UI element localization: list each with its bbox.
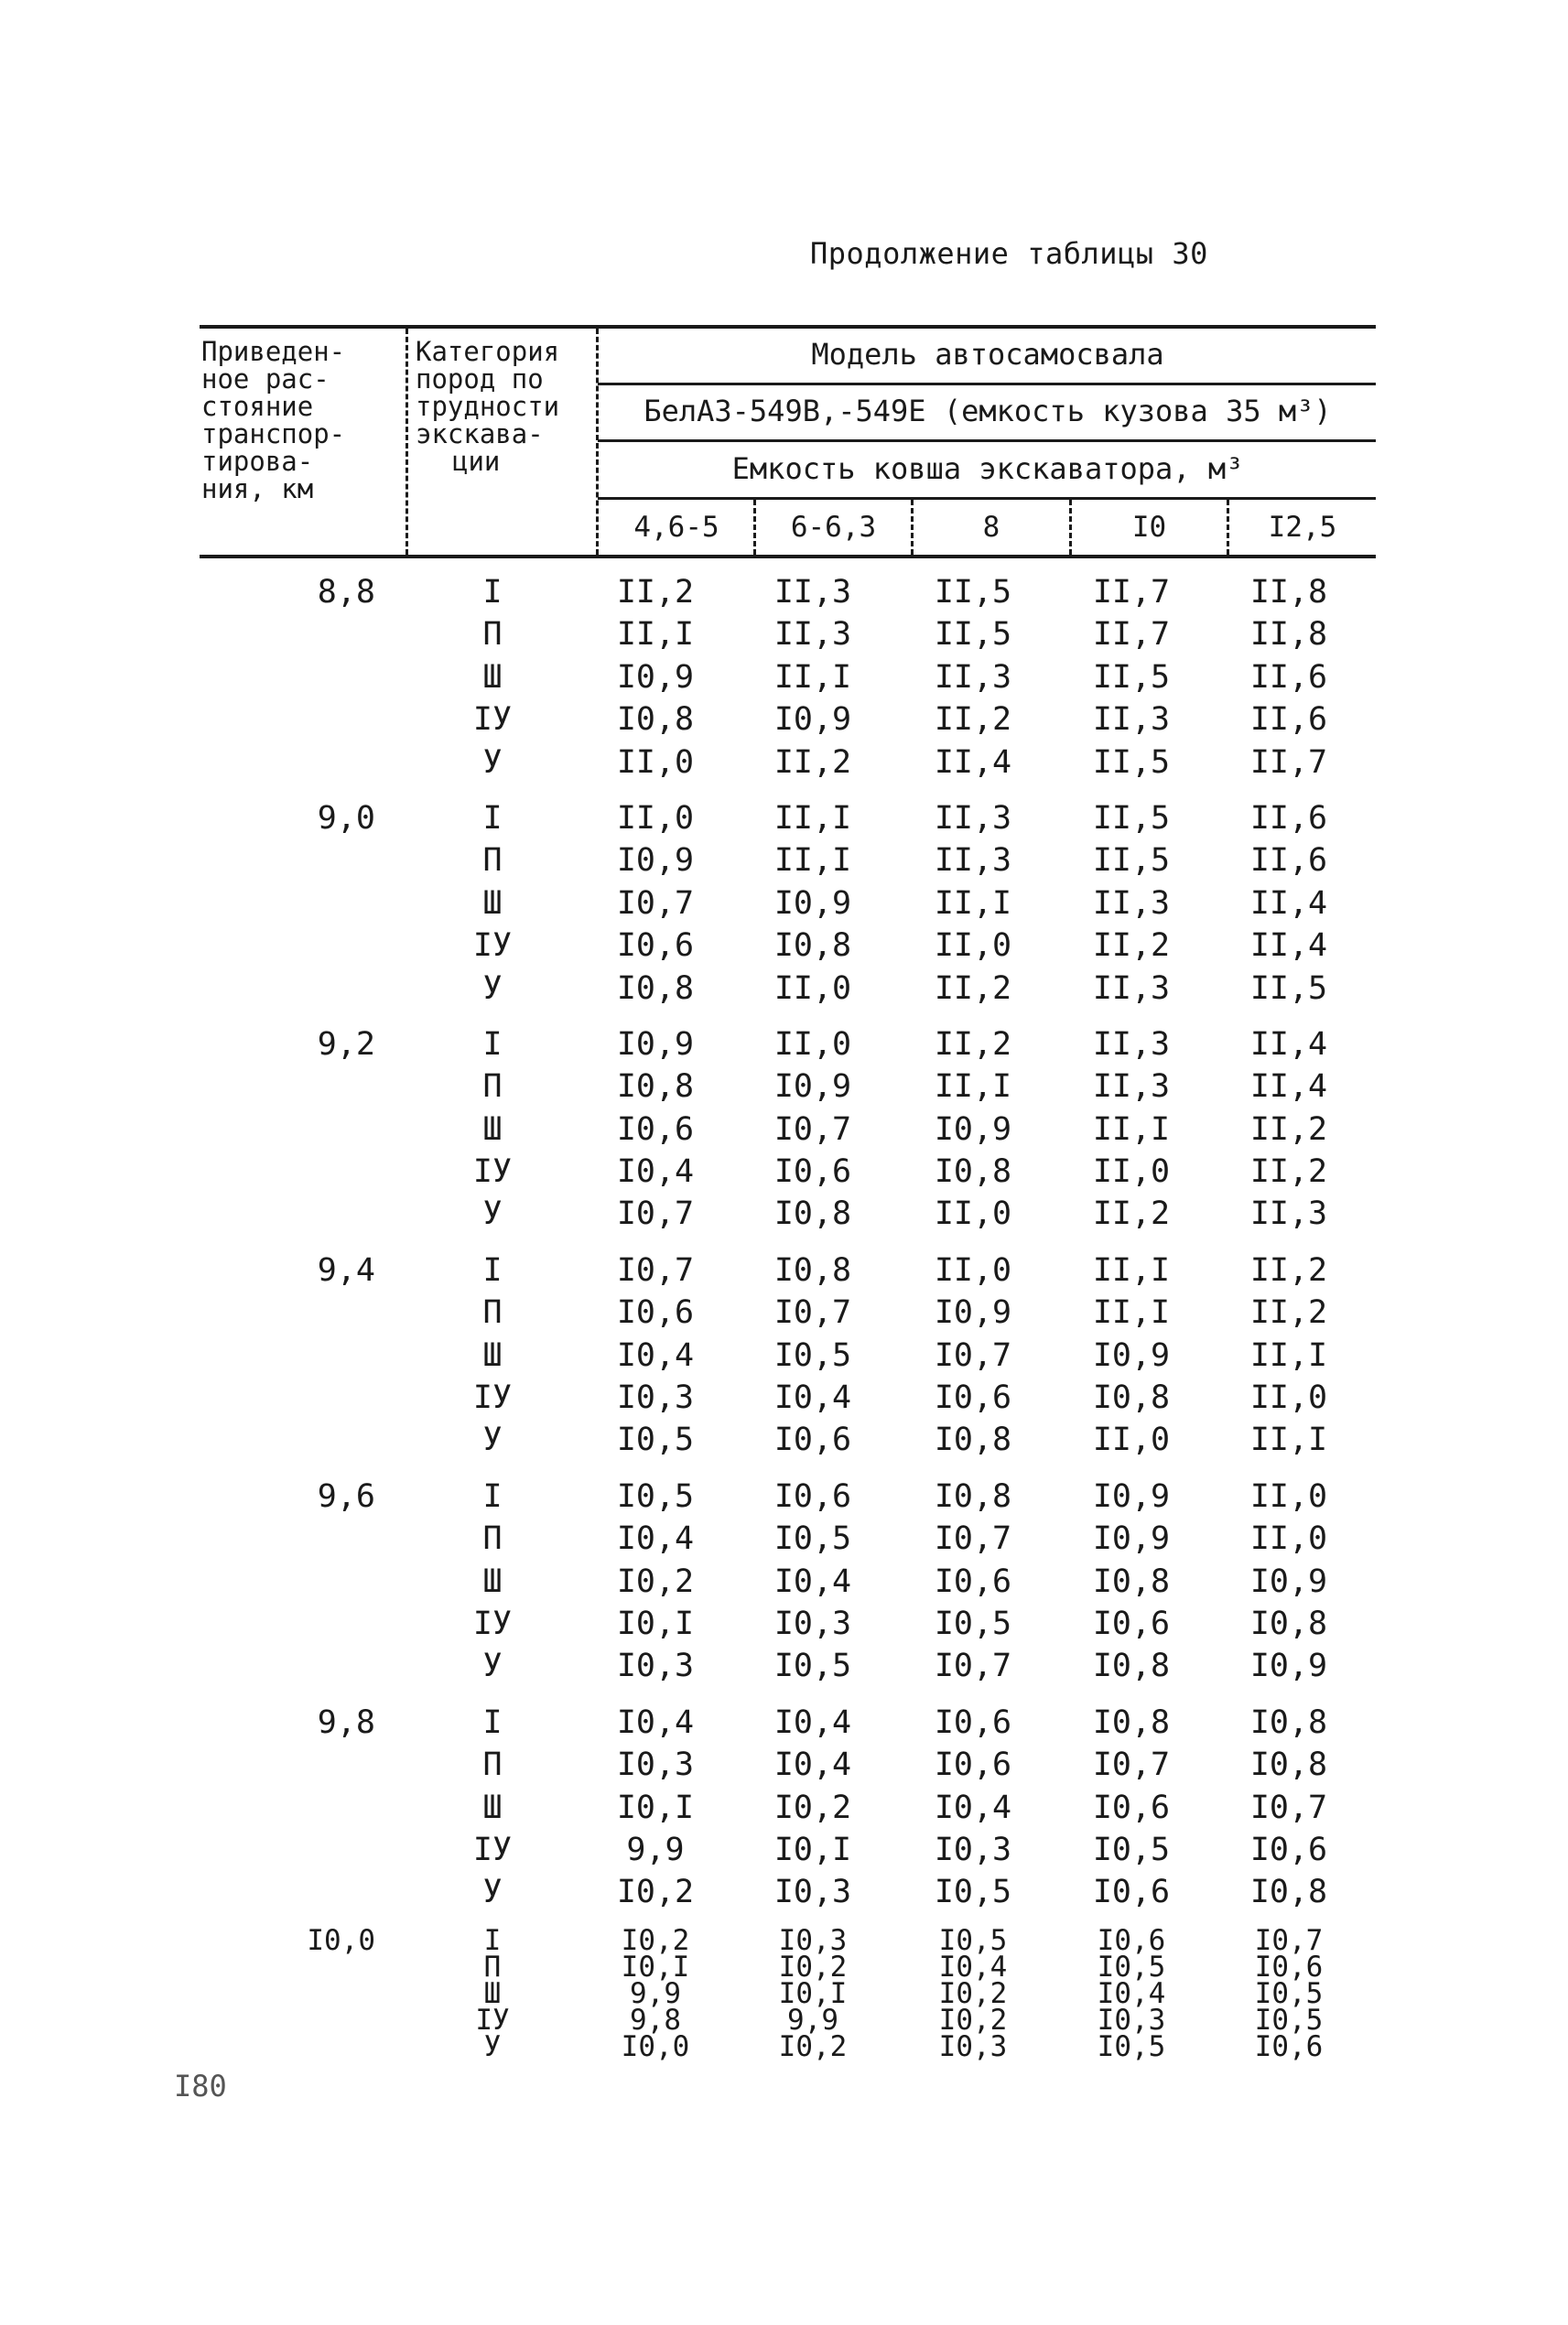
value-cell: I0,4 xyxy=(773,1746,852,1784)
capacity-col-3: 8 xyxy=(982,511,1000,544)
value-cell: I0,7 xyxy=(1092,1746,1171,1784)
category-cell: ІУ xyxy=(472,701,513,739)
value-cell: I0,9 xyxy=(773,701,852,739)
value-cell: II,I xyxy=(773,799,852,837)
value-cell: I0,6 xyxy=(773,1477,852,1515)
category-cell: I xyxy=(482,1703,503,1741)
value-cell: I0,7 xyxy=(1254,1923,1324,1957)
value-cell: I0,I xyxy=(616,1605,695,1642)
value-cell: II,I xyxy=(934,884,1012,922)
value-cell: II,I xyxy=(773,658,852,696)
value-cell: I0,9 xyxy=(1092,1520,1171,1558)
category-cell: П xyxy=(483,1950,502,1984)
value-cell: II,7 xyxy=(1092,574,1171,611)
value-cell: I0,9 xyxy=(616,658,695,696)
table-row xyxy=(200,1377,1376,1419)
category-cell: Ш xyxy=(482,1563,503,1600)
table-row xyxy=(200,925,1376,967)
value-cell: I0,6 xyxy=(934,1746,1012,1784)
value-cell: I0,5 xyxy=(773,1336,852,1374)
table-row xyxy=(200,839,1376,881)
value-cell: I0,4 xyxy=(938,1950,1008,1984)
distance-cell: 9,0 xyxy=(317,799,375,837)
value-cell: I0,5 xyxy=(934,1605,1012,1642)
category-cell: П xyxy=(482,1294,503,1332)
value-cell: II,3 xyxy=(1092,1025,1171,1063)
value-cell: II,5 xyxy=(1092,842,1171,880)
value-cell: I0,8 xyxy=(1092,1379,1171,1417)
category-cell: Ш xyxy=(483,1976,502,2010)
value-cell: I0,6 xyxy=(1092,1874,1171,1911)
value-cell: 9,8 xyxy=(630,2003,681,2037)
value-cell: II,0 xyxy=(934,1251,1012,1289)
value-cell: II,2 xyxy=(934,701,1012,739)
group-spacer xyxy=(200,1236,1376,1249)
value-cell: II,0 xyxy=(934,927,1012,965)
value-cell: II,0 xyxy=(934,1195,1012,1233)
group-spacer xyxy=(200,1462,1376,1476)
value-cell: I0,3 xyxy=(778,1923,848,1957)
table-header xyxy=(200,325,1376,558)
value-cell: I0,9 xyxy=(934,1110,1012,1148)
value-cell: I0,8 xyxy=(1092,1703,1171,1741)
value-cell: I0,4 xyxy=(616,1153,695,1191)
value-cell: I0,6 xyxy=(773,1153,852,1191)
value-cell: I0,6 xyxy=(1097,1923,1166,1957)
value-cell: II,4 xyxy=(1249,1025,1328,1063)
value-cell: II,2 xyxy=(1092,1195,1171,1233)
value-cell: I0,5 xyxy=(1254,1976,1324,2010)
value-cell: I0,9 xyxy=(1249,1648,1328,1685)
value-cell: I0,2 xyxy=(938,2003,1008,2037)
value-cell: I0,6 xyxy=(1254,1950,1324,1984)
value-cell: II,2 xyxy=(934,969,1012,1007)
value-cell: II,8 xyxy=(1249,616,1328,654)
page-title: Продолжение таблицы 30 xyxy=(810,236,1208,271)
value-cell: II,3 xyxy=(773,616,852,654)
capacity-col-4: I0 xyxy=(1131,511,1167,544)
value-cell: I0,7 xyxy=(616,884,695,922)
distance-group xyxy=(200,797,1376,1010)
value-cell: II,0 xyxy=(1092,1422,1171,1459)
value-cell: I0,6 xyxy=(616,927,695,965)
distance-cell: 9,6 xyxy=(317,1477,375,1515)
category-cell: Ш xyxy=(482,1336,503,1374)
value-cell: I0,8 xyxy=(616,969,695,1007)
value-cell: II,I xyxy=(1249,1336,1328,1374)
value-cell: I0,5 xyxy=(934,1874,1012,1911)
value-cell: I0,3 xyxy=(616,1746,695,1784)
value-cell: I0,2 xyxy=(938,1976,1008,2010)
category-cell: I xyxy=(482,799,503,837)
value-cell: II,3 xyxy=(1092,969,1171,1007)
value-cell: II,3 xyxy=(773,574,852,611)
col-divider-1 xyxy=(406,329,408,555)
value-cell: I0,I xyxy=(773,1831,852,1868)
value-cell: I0,9 xyxy=(1249,1563,1328,1600)
table-row xyxy=(200,1193,1376,1235)
truck-header: БелАЗ-549В,-549Е (емкость кузова 35 м³) xyxy=(643,394,1332,428)
value-cell: I0,4 xyxy=(616,1336,695,1374)
value-cell: II,0 xyxy=(773,969,852,1007)
value-cell: I0,3 xyxy=(616,1648,695,1685)
category-cell: I xyxy=(482,1477,503,1515)
distance-cell: 9,4 xyxy=(317,1251,375,1289)
value-cell: I0,6 xyxy=(616,1110,695,1148)
value-cell: I0,8 xyxy=(1092,1563,1171,1600)
table-row xyxy=(200,1744,1376,1786)
value-cell: I0,8 xyxy=(1249,1703,1328,1741)
value-cell: 9,9 xyxy=(787,2003,838,2037)
value-cell: I0,8 xyxy=(1249,1605,1328,1642)
value-cell: II,2 xyxy=(616,574,695,611)
value-cell: II,6 xyxy=(1249,799,1328,837)
table-row xyxy=(200,741,1376,784)
value-cell: I0,9 xyxy=(616,1025,695,1063)
value-cell: II,3 xyxy=(934,799,1012,837)
table-row xyxy=(200,698,1376,741)
value-cell: I0,5 xyxy=(773,1520,852,1558)
distance-group xyxy=(200,1702,1376,1914)
table-row xyxy=(200,1108,1376,1151)
value-cell: II,4 xyxy=(934,743,1012,781)
category-cell: П xyxy=(482,842,503,880)
distance-group xyxy=(200,1476,1376,1688)
category-cell: У xyxy=(482,1648,503,1685)
value-cell: II,7 xyxy=(1249,743,1328,781)
value-cell: II,3 xyxy=(1092,1068,1171,1106)
model-header: Модель автосамосвала xyxy=(811,337,1164,372)
value-cell: I0,5 xyxy=(1254,2003,1324,2037)
value-cell: II,5 xyxy=(1092,658,1171,696)
value-cell: I0,4 xyxy=(934,1789,1012,1826)
value-cell: II,0 xyxy=(773,1025,852,1063)
value-cell: 9,9 xyxy=(630,1976,681,2010)
value-cell: I0,3 xyxy=(773,1605,852,1642)
table-row xyxy=(200,656,1376,698)
value-cell: I0,7 xyxy=(934,1648,1012,1685)
category-cell: У xyxy=(482,1874,503,1911)
value-cell: II,5 xyxy=(1092,799,1171,837)
value-cell: II,4 xyxy=(1249,1068,1328,1106)
table-row xyxy=(200,1151,1376,1193)
value-cell: I0,2 xyxy=(778,2029,848,2063)
top-rule xyxy=(200,325,1376,329)
category-cell: ІУ xyxy=(472,1379,513,1417)
category-cell: У xyxy=(482,969,503,1007)
category-cell: I xyxy=(482,1025,503,1063)
table-row xyxy=(200,1561,1376,1603)
value-cell: I0,6 xyxy=(934,1703,1012,1741)
value-cell: I0,5 xyxy=(616,1477,695,1515)
value-cell: II,2 xyxy=(1249,1153,1328,1191)
value-cell: I0,8 xyxy=(773,1251,852,1289)
group-spacer xyxy=(200,1010,1376,1023)
data-table xyxy=(200,325,1376,2063)
value-cell: I0,4 xyxy=(1097,1976,1166,2010)
value-cell: I0,4 xyxy=(616,1703,695,1741)
value-cell: I0,8 xyxy=(773,927,852,965)
capacity-col-5: I2,5 xyxy=(1268,511,1337,544)
value-cell: I0,3 xyxy=(773,1874,852,1911)
page-number: I80 xyxy=(174,2069,227,2103)
category-cell: ІУ xyxy=(472,1153,513,1191)
value-cell: II,5 xyxy=(934,574,1012,611)
value-cell: II,5 xyxy=(1092,743,1171,781)
value-cell: I0,8 xyxy=(1092,1648,1171,1685)
value-cell: I0,9 xyxy=(1092,1477,1171,1515)
value-cell: I0,8 xyxy=(773,1195,852,1233)
value-cell: II,I xyxy=(1249,1422,1328,1459)
value-cell: I0,7 xyxy=(616,1195,695,1233)
value-cell: II,I xyxy=(934,1068,1012,1106)
category-cell: У xyxy=(483,2029,502,2063)
value-cell: II,6 xyxy=(1249,842,1328,880)
value-cell: I0,6 xyxy=(773,1422,852,1459)
category-cell: У xyxy=(482,1195,503,1233)
value-cell: II,I xyxy=(1092,1251,1171,1289)
category-cell: Ш xyxy=(482,1789,503,1826)
distance-cell: I0,0 xyxy=(307,1923,375,1957)
value-cell: I0,4 xyxy=(773,1379,852,1417)
table-row xyxy=(200,1645,1376,1687)
value-cell: II,2 xyxy=(1092,927,1171,965)
value-cell: I0,3 xyxy=(934,1831,1012,1868)
value-cell: I0,7 xyxy=(616,1251,695,1289)
value-cell: I0,2 xyxy=(616,1874,695,1911)
category-cell: ІУ xyxy=(472,927,513,965)
value-cell: I0,0 xyxy=(621,2029,690,2063)
value-cell: II,I xyxy=(1092,1294,1171,1332)
value-cell: I0,I xyxy=(621,1950,690,1984)
value-cell: II,2 xyxy=(1249,1251,1328,1289)
distance-cell: 8,8 xyxy=(317,574,375,611)
value-cell: I0,5 xyxy=(1097,1950,1166,1984)
capacity-col-2: 6-6,3 xyxy=(790,511,877,544)
value-cell: I0,6 xyxy=(616,1294,695,1332)
table-row xyxy=(200,2029,1376,2063)
table-row xyxy=(200,1518,1376,1560)
table-row xyxy=(200,1603,1376,1645)
col-divider-2 xyxy=(596,329,599,555)
value-cell: I0,4 xyxy=(773,1563,852,1600)
value-cell: I0,8 xyxy=(616,1068,695,1106)
value-cell: I0,2 xyxy=(616,1563,695,1600)
table-row xyxy=(200,1871,1376,1913)
value-cell: I0,2 xyxy=(778,1950,848,1984)
table-row xyxy=(200,1292,1376,1334)
value-cell: I0,7 xyxy=(934,1520,1012,1558)
value-cell: II,5 xyxy=(1249,969,1328,1007)
value-cell: I0,9 xyxy=(1092,1336,1171,1374)
value-cell: I0,5 xyxy=(616,1422,695,1459)
value-cell: II,5 xyxy=(934,616,1012,654)
category-cell: Ш xyxy=(482,1110,503,1148)
value-cell: I0,8 xyxy=(934,1477,1012,1515)
table-row xyxy=(200,1023,1376,1065)
value-cell: I0,7 xyxy=(934,1336,1012,1374)
value-cell: I0,6 xyxy=(1249,1831,1328,1868)
value-cell: II,0 xyxy=(1249,1520,1328,1558)
value-cell: II,3 xyxy=(1092,884,1171,922)
value-cell: I0,6 xyxy=(1254,2029,1324,2063)
value-cell: I0,7 xyxy=(773,1110,852,1148)
value-cell: I0,5 xyxy=(773,1648,852,1685)
value-cell: II,2 xyxy=(1249,1110,1328,1148)
distance-cell: 9,2 xyxy=(317,1025,375,1063)
value-cell: I0,5 xyxy=(1092,1831,1171,1868)
value-cell: II,8 xyxy=(1249,574,1328,611)
value-cell: II,4 xyxy=(1249,927,1328,965)
category-cell: У xyxy=(482,1422,503,1459)
table-row xyxy=(200,797,1376,839)
value-cell: II,7 xyxy=(1092,616,1171,654)
value-cell: I0,I xyxy=(616,1789,695,1826)
table-row xyxy=(200,1419,1376,1461)
category-cell: I xyxy=(483,1923,502,1957)
table-body xyxy=(200,571,1376,2063)
value-cell: I0,8 xyxy=(934,1153,1012,1191)
bucket-rule xyxy=(598,497,1376,500)
value-cell: I0,2 xyxy=(773,1789,852,1826)
table-row xyxy=(200,1702,1376,1744)
capacity-col-1: 4,6-5 xyxy=(633,511,719,544)
value-cell: I0,7 xyxy=(773,1294,852,1332)
value-cell: I0,3 xyxy=(616,1379,695,1417)
table-row xyxy=(200,1335,1376,1377)
table-row xyxy=(200,1787,1376,1829)
distance-group xyxy=(200,1023,1376,1236)
value-cell: I0,8 xyxy=(1249,1746,1328,1784)
value-cell: II,0 xyxy=(616,799,695,837)
value-cell: II,0 xyxy=(1092,1153,1171,1191)
distance-group xyxy=(200,571,1376,784)
category-cell: ІУ xyxy=(472,1605,513,1642)
value-cell: I0,6 xyxy=(1092,1605,1171,1642)
category-cell: ІУ xyxy=(475,2003,510,2037)
category-header: Категория пород по трудности экскава- ции xyxy=(416,336,560,477)
distance-group xyxy=(200,1923,1376,2063)
value-cell: I0,6 xyxy=(934,1563,1012,1600)
value-cell: I0,2 xyxy=(621,1923,690,1957)
value-cell: I0,6 xyxy=(934,1379,1012,1417)
value-cell: I0,I xyxy=(778,1976,848,2010)
value-cell: I0,3 xyxy=(938,2029,1008,2063)
value-cell: I0,9 xyxy=(773,884,852,922)
value-cell: I0,7 xyxy=(1249,1789,1328,1826)
table-row xyxy=(200,1249,1376,1292)
value-cell: I0,9 xyxy=(773,1068,852,1106)
value-cell: I0,3 xyxy=(1097,2003,1166,2037)
category-cell: П xyxy=(482,616,503,654)
value-cell: II,0 xyxy=(1249,1477,1328,1515)
category-cell: Ш xyxy=(482,658,503,696)
group-spacer xyxy=(200,784,1376,797)
category-cell: П xyxy=(482,1520,503,1558)
table-row xyxy=(200,1829,1376,1871)
model-rule xyxy=(598,383,1376,385)
category-cell: I xyxy=(482,1251,503,1289)
distance-cell: 9,8 xyxy=(317,1703,375,1741)
bucket-header: Емкость ковша экскаватора, м³ xyxy=(731,451,1244,486)
table-row xyxy=(200,613,1376,655)
distance-header: Приведен- ное рас- стояние транспор- тирова- ния, км xyxy=(201,336,346,504)
category-cell: У xyxy=(482,743,503,781)
category-cell: Ш xyxy=(482,884,503,922)
table-row xyxy=(200,968,1376,1010)
header-bottom-rule xyxy=(200,555,1376,558)
distance-group xyxy=(200,1249,1376,1462)
value-cell: II,3 xyxy=(934,658,1012,696)
table-row xyxy=(200,882,1376,925)
value-cell: II,4 xyxy=(1249,884,1328,922)
value-cell: I0,4 xyxy=(773,1703,852,1741)
value-cell: II,6 xyxy=(1249,701,1328,739)
truck-rule xyxy=(598,439,1376,442)
value-cell: I0,9 xyxy=(934,1294,1012,1332)
value-cell: II,2 xyxy=(773,743,852,781)
value-cell: II,I xyxy=(616,616,695,654)
value-cell: I0,8 xyxy=(1249,1874,1328,1911)
category-cell: I xyxy=(482,574,503,611)
value-cell: I0,9 xyxy=(616,842,695,880)
value-cell: II,6 xyxy=(1249,658,1328,696)
value-cell: I0,8 xyxy=(616,701,695,739)
table-row xyxy=(200,571,1376,613)
value-cell: II,2 xyxy=(934,1025,1012,1063)
value-cell: I0,6 xyxy=(1092,1789,1171,1826)
table-row xyxy=(200,1476,1376,1518)
value-cell: II,I xyxy=(1092,1110,1171,1148)
value-cell: II,3 xyxy=(934,842,1012,880)
group-spacer xyxy=(200,1688,1376,1702)
category-cell: ІУ xyxy=(472,1831,513,1868)
value-cell: I0,4 xyxy=(616,1520,695,1558)
category-cell: П xyxy=(482,1068,503,1106)
value-cell: II,0 xyxy=(1249,1379,1328,1417)
table-row xyxy=(200,1065,1376,1108)
value-cell: II,2 xyxy=(1249,1294,1328,1332)
value-cell: I0,5 xyxy=(938,1923,1008,1957)
value-cell: II,3 xyxy=(1092,701,1171,739)
value-cell: I0,5 xyxy=(1097,2029,1166,2063)
value-cell: II,I xyxy=(773,842,852,880)
value-cell: II,3 xyxy=(1249,1195,1328,1233)
value-cell: 9,9 xyxy=(626,1831,685,1868)
value-cell: II,0 xyxy=(616,743,695,781)
category-cell: П xyxy=(482,1746,503,1784)
value-cell: I0,8 xyxy=(934,1422,1012,1459)
